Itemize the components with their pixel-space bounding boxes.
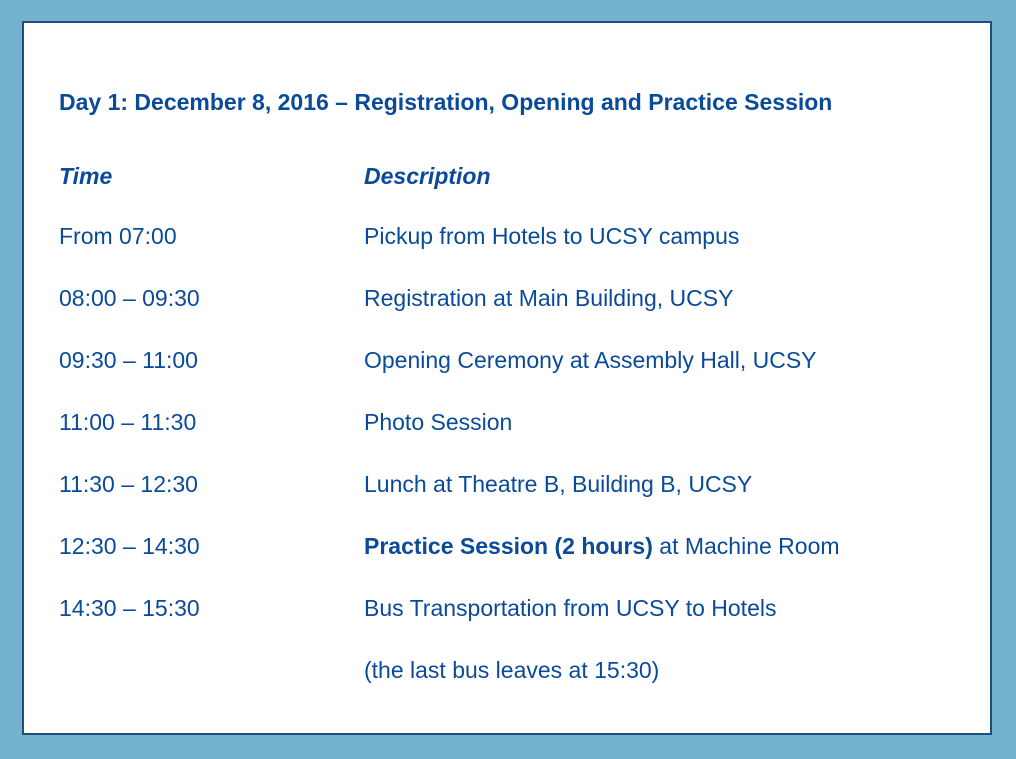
row-description: Photo Session bbox=[364, 409, 513, 435]
row-time: 11:30 – 12:30 bbox=[59, 471, 198, 497]
row-description-note: (the last bus leaves at 15:30) bbox=[364, 657, 660, 683]
row-time: 08:00 – 09:30 bbox=[59, 285, 200, 311]
row-description bbox=[364, 533, 840, 560]
row-time: 12:30 – 14:30 bbox=[59, 533, 200, 559]
schedule-title: Day 1: December 8, 2016 – Registration, Opening and Practice Session bbox=[59, 89, 833, 115]
row-description: Registration at Main Building, UCSY bbox=[364, 285, 734, 311]
column-header-time: Time bbox=[59, 163, 113, 189]
row-description-bold: Practice Session (2 hours) bbox=[364, 533, 653, 559]
row-time: 14:30 – 15:30 bbox=[59, 595, 200, 621]
row-description: Lunch at Theatre B, Building B, UCSY bbox=[364, 471, 753, 497]
row-description: Pickup from Hotels to UCSY campus bbox=[364, 223, 740, 249]
row-time: 09:30 – 11:00 bbox=[59, 347, 198, 373]
row-description-rest: at Machine Room bbox=[652, 533, 840, 559]
row-time: 11:00 – 11:30 bbox=[59, 409, 197, 435]
column-header-description: Description bbox=[364, 163, 491, 189]
schedule-card bbox=[22, 21, 992, 735]
row-description: Opening Ceremony at Assembly Hall, UCSY bbox=[364, 347, 817, 373]
row-time: From 07:00 bbox=[59, 223, 177, 249]
row-description: Bus Transportation from UCSY to Hotels bbox=[364, 595, 777, 621]
